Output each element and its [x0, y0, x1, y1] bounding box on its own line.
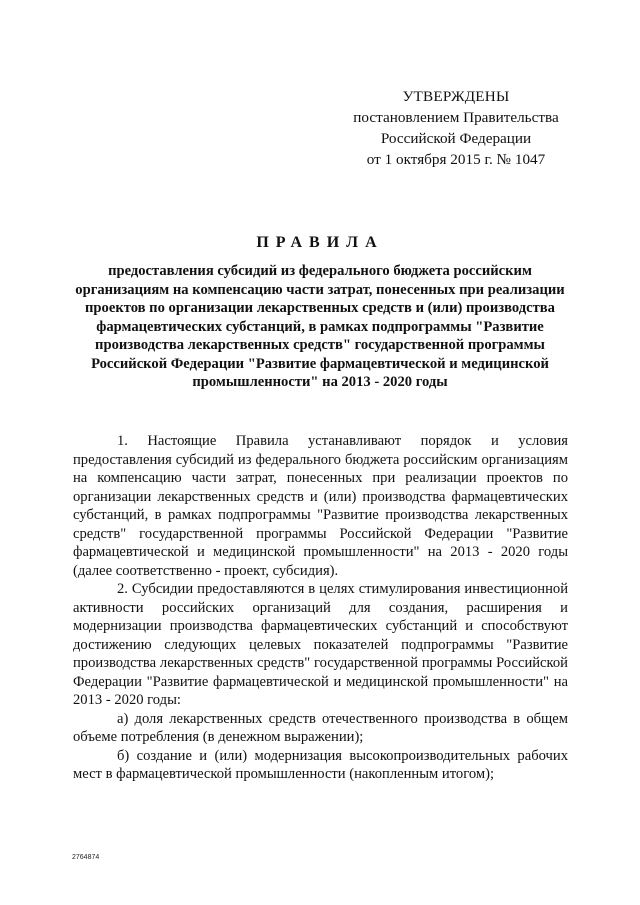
paragraph: а) доля лекарственных средств отечественного производства в общем объеме потребления (в денежном выражении);	[73, 710, 568, 745]
approval-heading: УТВЕРЖДЕНЫ	[402, 88, 510, 105]
paragraph: 1. Настоящие Правила устанавливают порядок и условия предоставления субсидий из федерального бюджета российским организациям на компенсацию части затрат, понесенных при реализации проектов по организации лекарственных средств и (или) производства фармацевтических субстанций, в рамках подпрограммы "Развитие производства лекарственных средств" государственной программы Российской Федерации "Развитие фармацевтической и медицинской промышленности" на 2013 - 2020 годы (далее соответственно - проект, субсидия).	[73, 433, 568, 579]
approval-line: Российской Федерации	[380, 130, 532, 147]
approval-date-number: от 1 октября 2015 г. № 1047	[366, 151, 546, 168]
paragraph: 2. Субсидии предоставляются в целях стимулирования инвестиционной активности российских организаций для создания, расширения и модернизации производства фармацевтических субстанций и способствуют достижению следующих целевых показателей подпрограммы "Развитие производства лекарственных средств" государственной программы Российской Федерации "Развитие фармацевтической и медицинской промышленности" на 2013 - 2020 годы:	[73, 581, 568, 708]
footer-document-code: 2764874	[72, 854, 100, 861]
document-subtitle: предоставления субсидий из федерального бюджета российским организациям на компенсацию части затрат, понесенных при реализации проектов по организации лекарственных средств и (или) производства фармацевтических субстанций, в рамках подпрограммы "Развитие производства лекарственных средств" государственной программы Российской Федерации "Развитие фармацевтической и медицинской промышленности" на 2013 - 2020 годы	[75, 263, 565, 390]
document-body	[73, 432, 568, 784]
paragraph: б) создание и (или) модернизация высокопроизводительных рабочих мест в фармацевтической промышленности (накопленным итогом);	[73, 747, 568, 782]
approval-line: постановлением Правительства	[353, 109, 559, 126]
document-title: ПРАВИЛА	[256, 234, 384, 251]
approval-block	[336, 86, 576, 170]
